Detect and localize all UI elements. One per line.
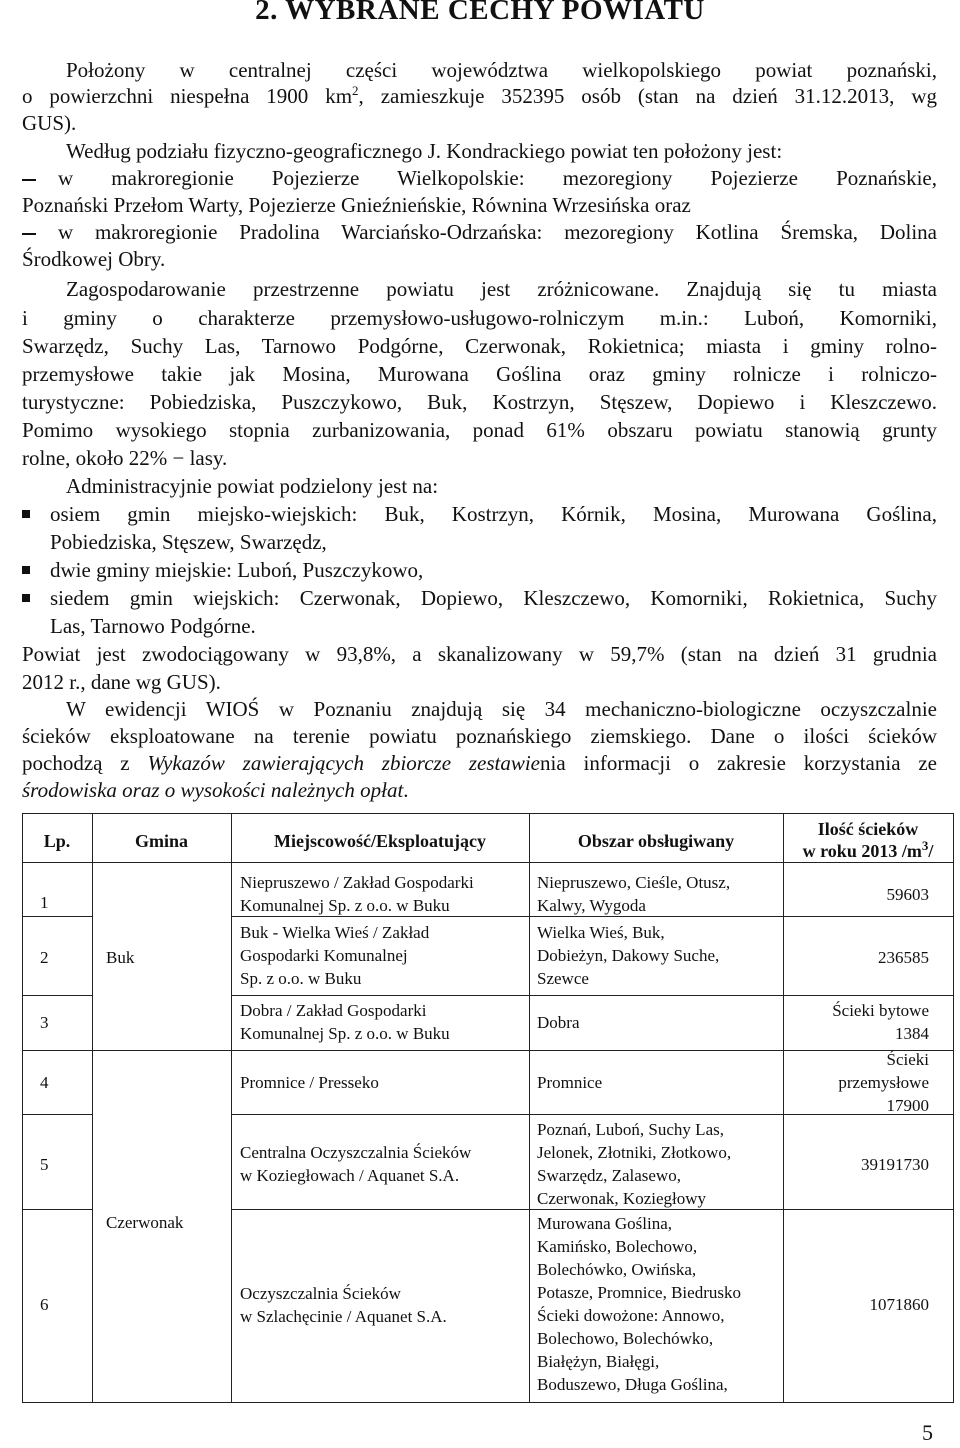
- cell-lp: 2: [40, 948, 49, 967]
- header-lp: Lp.: [43, 831, 71, 851]
- para5-line2: 2012 r., dane wg GUS).: [22, 670, 221, 694]
- cell-miejscowosc: Centralna Oczyszczalnia Ścieków w Koziegłowach / Aquanet S.A.: [240, 1143, 472, 1185]
- para1-line2: o powierzchni niespełna 1900 $km^2$, zamieszkuje 352395 osób (stan na dzień 31.12.2013, wg: [22, 83, 937, 108]
- table-border-top: [22, 813, 954, 814]
- col-divider: [529, 813, 530, 1403]
- square-bullet-icon: [22, 566, 30, 574]
- para6-line4: środowiska oraz o wysokości należnych opłat.: [22, 778, 409, 802]
- para3-line2: i gminy o charakterze przemysłowo-usługowo-rolniczym m.in.: Luboń, Komorniki,: [22, 306, 937, 330]
- cell-ilosc: 39191730: [861, 1155, 929, 1174]
- para4-bullet3-line2: Las, Tarnowo Podgórne.: [50, 614, 256, 638]
- row-divider: [231, 995, 954, 996]
- section-heading: 2. WYBRANE CECHY POWIATU: [255, 0, 705, 26]
- para1-line3: GUS).: [22, 111, 77, 135]
- table-border-right: [953, 813, 954, 1403]
- dash-bullet-icon: [22, 233, 36, 235]
- row-divider: [22, 1114, 92, 1115]
- cell-ilosc: 1071860: [869, 1295, 929, 1314]
- cell-lp: 4: [40, 1073, 49, 1092]
- para2-bullet1-line2: Poznański Przełom Warty, Pojezierze Gnieźnieńskie, Równina Wrzesińska oraz: [22, 193, 691, 217]
- cell-ilosc: Ścieki bytowe 1384: [832, 1001, 929, 1043]
- cell-obszar: Niepruszewo, Cieśle, Otusz, Kalwy, Wygoda: [537, 873, 731, 915]
- square-bullet-icon: [22, 594, 30, 602]
- page-number: 5: [922, 1420, 933, 1445]
- cell-miejscowosc: Oczyszczalnia Ścieków w Szlachęcinie / Aquanet S.A.: [240, 1284, 447, 1326]
- para2-bullet1-line1: w makroregionie Pojezierze Wielkopolskie: mezoregiony Pojezierze Poznańskie,: [22, 165, 937, 191]
- cell-miejscowosc: Niepruszewo / Zakład Gospodarki Komunalnej Sp. z o.o. w Buku: [240, 873, 474, 915]
- para4-bullet2-line1: dwie gminy miejskie: Luboń, Puszczykowo,: [22, 557, 423, 583]
- para2-bullet2-line2: Środkowej Obry.: [22, 247, 166, 271]
- para3-line6: Pomimo wysokiego stopnia zurbanizowania, ponad 61% obszaru powiatu stanowią grunty: [22, 418, 937, 442]
- cell-lp: 5: [40, 1155, 49, 1174]
- cell-lp: 6: [40, 1295, 49, 1314]
- header-miejscowosc: Miejscowość/Eksploatujący: [274, 831, 486, 851]
- cell-miejscowosc: Promnice / Presseko: [240, 1073, 379, 1092]
- dash-bullet-icon: [22, 179, 36, 181]
- para3-line1: Zagospodarowanie przestrzenne powiatu jest zróżnicowane. Znajdują się tu miasta: [66, 277, 937, 301]
- col-divider: [231, 813, 232, 1403]
- cell-gmina-czerwonak: Czerwonak: [106, 1213, 184, 1232]
- para1-line1: Położony w centralnej części województwa wielkopolskiego powiat poznański,: [66, 58, 937, 82]
- para4-bullet1-line2: Pobiedziska, Stęszew, Swarzędz,: [50, 530, 327, 554]
- para4-bullet1-line1: osiem gmin miejsko-wiejskich: Buk, Kostrzyn, Kórnik, Mosina, Murowana Goślina,: [22, 501, 937, 527]
- header-gmina: Gmina: [134, 831, 188, 851]
- para5-line1: Powiat jest zwodociągowany w 93,8%, a skanalizowany w 59,7% (stan na dzień 31 grudnia: [22, 642, 937, 666]
- row-divider: [22, 995, 92, 996]
- cell-obszar: Promnice: [537, 1073, 603, 1092]
- row-divider: [22, 916, 92, 917]
- table-header-divider: [22, 862, 954, 863]
- para2-bullet2-line1: w makroregionie Pradolina Warciańsko-Odrzańska: mezoregiony Kotlina Śremska, Dolina: [22, 219, 937, 245]
- para6-line3: pochodzą z Wykazów zawierających zbiorcze zestawienia informacji o zakresie korzystania ze: [22, 751, 937, 775]
- para6-line2: ścieków eksploatowane na terenie powiatu poznańskiego ziemskiego. Dane o ilości ścieków: [22, 724, 937, 748]
- para4-bullet3-line1: siedem gmin wiejskich: Czerwonak, Dopiewo, Kleszczewo, Komorniki, Rokietnica, Suchy: [22, 585, 937, 611]
- header-obszar: Obszar obsługiwany: [577, 831, 735, 851]
- cell-ilosc: Ścieki przemysłowe 17900: [838, 1050, 929, 1115]
- para4-line1: Administracyjnie powiat podzielony jest na:: [66, 474, 439, 498]
- cell-obszar: Wielka Wieś, Buk, Dobieżyn, Dakowy Suche, Szewce: [537, 923, 720, 988]
- cell-obszar: Murowana Goślina, Kamińsko, Bolechowo, Bolechówko, Owińska, Potasze, Promnice, Biedrusko Ścieki dowożone: Annowo, Bolechowo, Bolechówko, Białężyn, Białęgi, Boduszewo, Długa Goślina,: [537, 1214, 741, 1394]
- para3-line7: rolne, około 22% − lasy.: [22, 446, 228, 470]
- cell-obszar: Dobra: [537, 1013, 580, 1032]
- cell-ilosc: 59603: [886, 885, 929, 904]
- para3-line3: Swarzędz, Suchy Las, Tarnowo Podgórne, Czerwonak, Rokietnica; miasta i gminy rolno-: [22, 334, 937, 358]
- cell-lp: 3: [40, 1013, 49, 1032]
- para2-line1: Według podziału fizyczno-geograficznego J. Kondrackiego powiat ten położony jest:: [66, 139, 783, 163]
- cell-obszar: Poznań, Luboń, Suchy Las, Jelonek, Złotniki, Złotkowo, Swarzędz, Zalasewo, Czerwonak, Koziegłowy: [537, 1120, 732, 1208]
- table-border-left: [22, 813, 23, 1403]
- header-ilosc: Ilość ścieków w roku 2013 $/m^3/$: [802, 819, 934, 861]
- table-border-bottom: [22, 1402, 954, 1403]
- para3-line5: turystyczne: Pobiedziska, Puszczykowo, Buk, Kostrzyn, Stęszew, Dopiewo i Kleszczewo.: [22, 390, 937, 414]
- cell-miejscowosc: Dobra / Zakład Gospodarki Komunalnej Sp. z o.o. w Buku: [240, 1001, 450, 1043]
- wastewater-table: [22, 813, 954, 1403]
- cell-miejscowosc: Buk - Wielka Wieś / Zakład Gospodarki Komunalnej Sp. z o.o. w Buku: [240, 923, 430, 988]
- square-bullet-icon: [22, 510, 30, 518]
- cell-lp: 1: [40, 893, 49, 912]
- cell-ilosc: 236585: [878, 948, 929, 967]
- row-divider: [22, 1209, 92, 1210]
- para6-line1: W ewidencji WIOŚ w Poznaniu znajdują się 34 mechaniczno-biologiczne oczyszczalnie: [66, 697, 937, 721]
- cell-gmina-buk: Buk: [106, 948, 135, 967]
- col-divider: [92, 813, 93, 1403]
- para3-line4: przemysłowe takie jak Mosina, Murowana Goślina oraz gminy rolnicze i rolniczo-: [22, 362, 937, 386]
